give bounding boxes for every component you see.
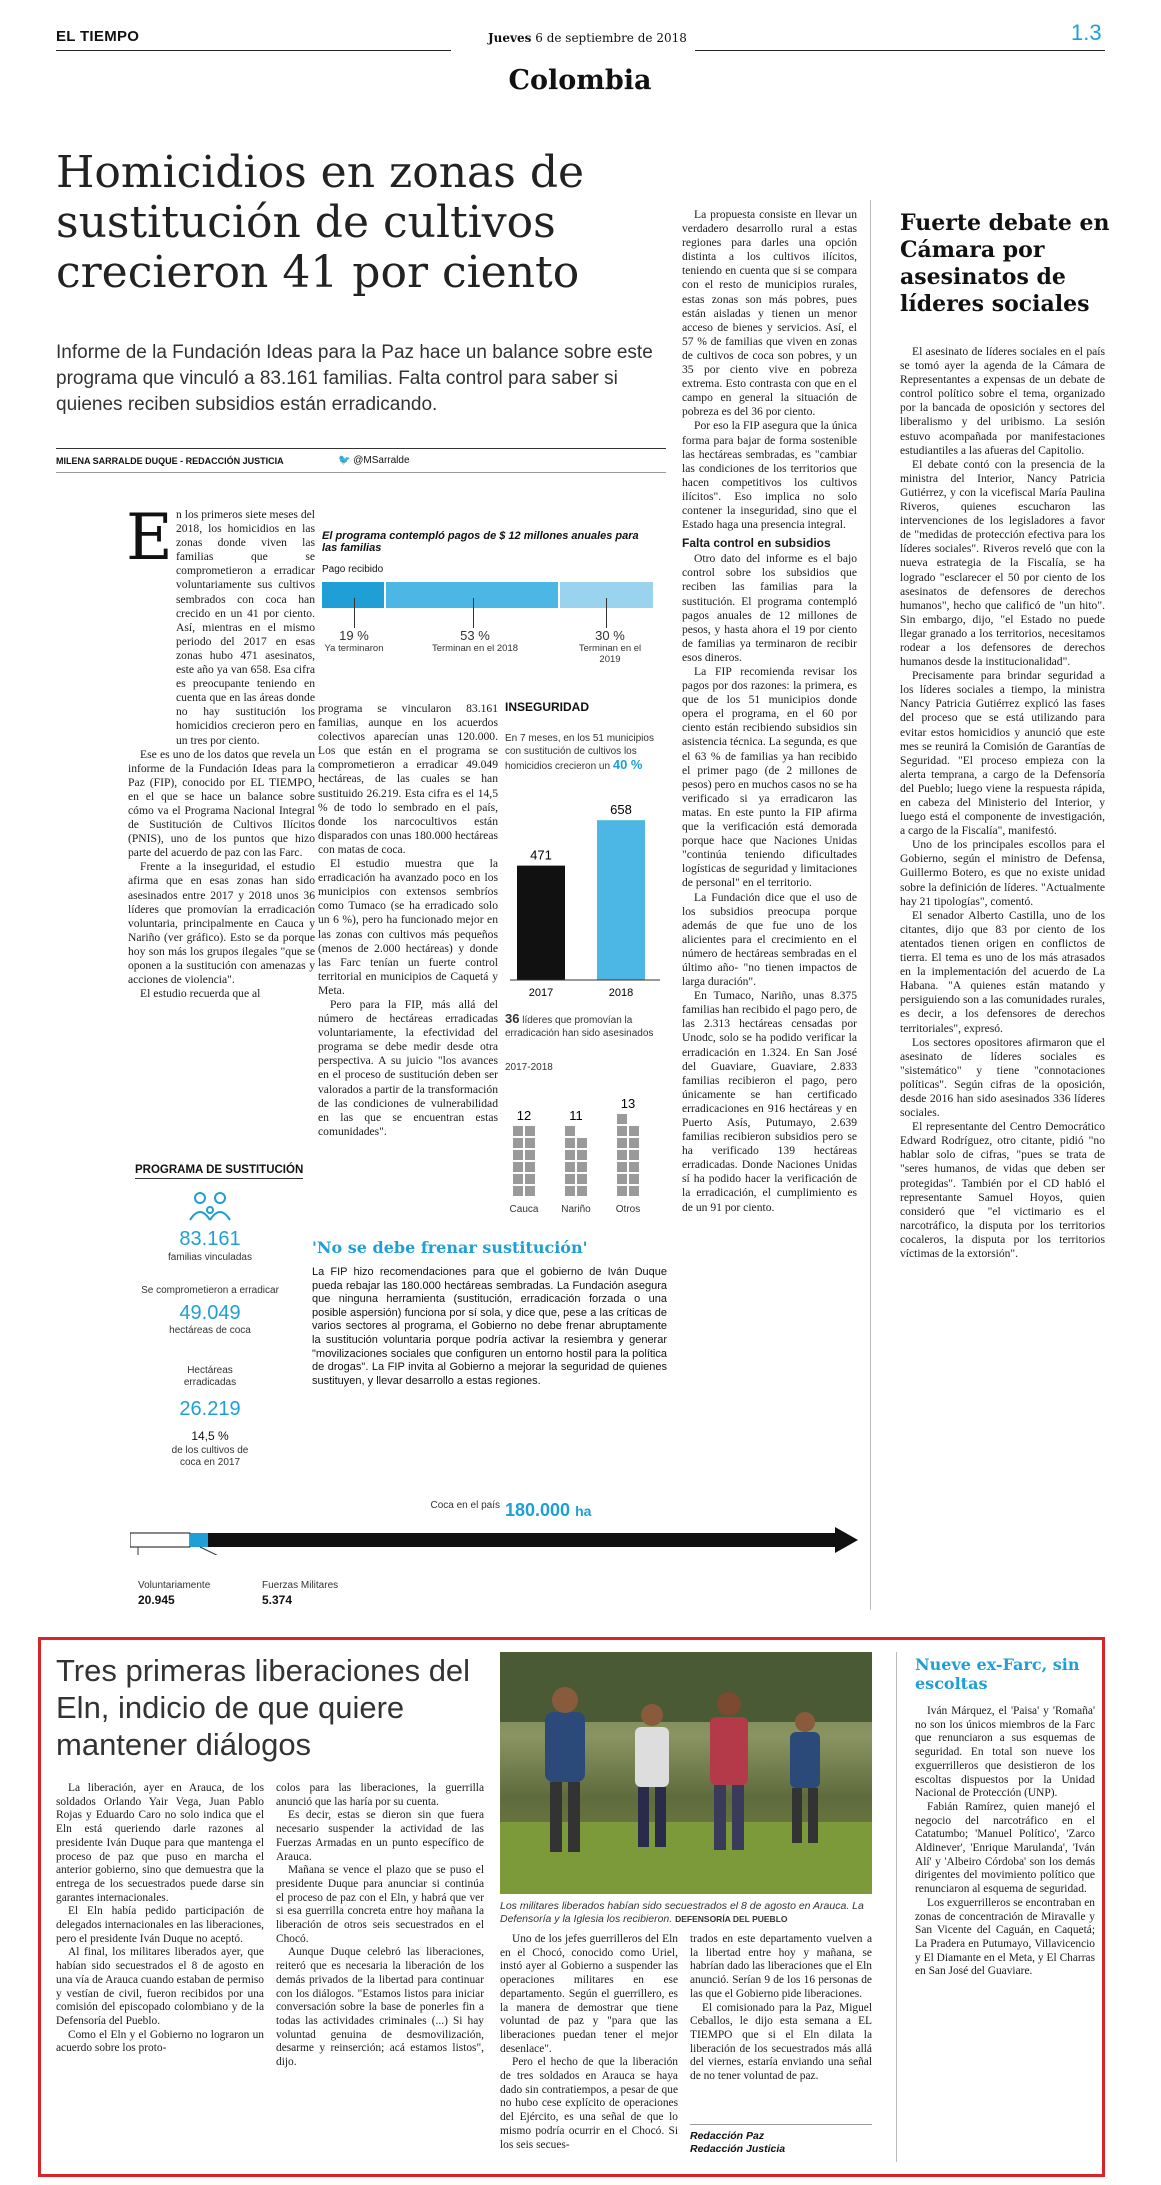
insecurity-title: INSEGURIDAD [505,700,590,714]
leader-square [629,1126,639,1136]
program-commit-label: Se comprometieron a erradicar [141,1285,279,1296]
program-hectares: 49.049 [179,1302,241,1324]
eln-col-4: trados en este departamento vuelven a la libertad entre hoy y mañana, se habrían dado las liberaciones que el Eln anunció. Serían 9 de los 16 personas de las que el Gobierno pide liberaciones. El comisionado para la Paz, Miguel Ceballos, le dijo esta semana a EL TIEMPO que si el Eln dilata la liberación de los secuestrados más allá del viernes, estaría enviando una señal de no tener voluntad de paz. [690,1933,872,2083]
twitter-handle: 🐦 @MSarralde [338,455,410,466]
leaders-count-Nariño: 11 [569,1108,583,1123]
payments-item-1: 19 % Ya terminaron [324,628,384,654]
twitter-icon: 🐦 [338,455,351,466]
leader-square [577,1162,587,1172]
leader-square [617,1126,627,1136]
leader-square [629,1174,639,1184]
bar-2017 [517,866,565,980]
program-families-label: familias vinculadas [168,1252,252,1263]
insecurity-chart [505,790,665,1005]
photo-caption: Los militares liberados habían sido secuestrados el 8 de agosto en Arauca. La Defensoría y la Iglesia los recibieron. DEFENSORÍA DEL PUEBLO [500,1900,864,1925]
leader-square [617,1114,627,1124]
leader-square [617,1150,627,1160]
header-rule-left [56,50,451,51]
byline-rule [56,448,666,449]
arrow-head [835,1527,858,1553]
pointer-1 [354,598,355,628]
leaders-cat-Nariño: Nariño [561,1204,591,1215]
leaders-chart [505,1080,665,1230]
eln-side-divider [896,1652,897,2162]
payments-bar-2 [386,582,558,608]
eln-photo [500,1652,872,1894]
leader-square [525,1174,535,1184]
payments-item-2: 53 % Terminan en el 2018 [431,628,519,654]
payments-title: El programa contempló pagos de $ 12 millones anuales para las familias [322,530,639,554]
signature: Redacción Paz Redacción Justicia [690,2130,786,2155]
x-tick-2018: 2018 [608,987,634,999]
coca-mil-pointer [200,1547,262,1555]
drop-cap: E [126,501,173,575]
main-subtitle: Informe de la Fundación Ideas para la Paz hace un balance sobre este programa que vinculó a 83.161 familias. Falta control para saber si quienes reciben subsidios están erradicando. [56,342,653,415]
payments-label: Pago recibido [322,564,384,575]
coca-vol-label: Voluntariamente [138,1580,211,1591]
leaders-period: 2017-2018 [505,1062,553,1073]
header-rule-right [695,50,1105,51]
leader-square [629,1162,639,1172]
program-pct-label: de los cultivos de coca en 2017 [171,1445,249,1468]
coca-value: 180.000 ha [505,1500,592,1520]
column-divider [870,200,871,1610]
leaders-header: 36 líderes que promovían la erradicación han sido asesinados [505,1011,654,1039]
leader-square [629,1150,639,1160]
leader-square [525,1150,535,1160]
section-title: Colombia [508,65,652,96]
coca-mil: 5.374 [262,1593,293,1607]
leader-square [565,1162,575,1172]
leaders-cat-Cauca: Cauca [509,1204,539,1215]
pointer-3 [606,598,607,628]
bar-label-2018: 658 [610,802,632,818]
eln-side-body: Iván Márquez, el 'Paisa' y 'Romaña' no son los únicos miembros de la Farc que renunciaron a sus esquemas de seguridad. En total son nueve los exguerrilleros que desistieron de los escoltas dispuestos por la Unidad Nacional de Protección (UNP). Fabián Ramírez, quien manejó el negocio del narcotráfico en el Catatumbo; 'Manuel Político', 'Zarco Aldinever', 'Enrique Marulanda', 'Iván Alí' y 'Albeiro Córdoba' son los demás dirigentes del movimiento político que renunciaron al esquema de seguridad. Los exguerrilleros se encontraban en zonas de concentración de Miravalle y San Vicente del Caguán, en Caquetá; La Pradera en Putumayo, Villavicencio y El Diamante en el Meta, y El Charras en San José del Guaviare. [915,1705,1095,1978]
eln-col-3: Uno de los jefes guerrilleros del Eln en el Chocó, conocido como Uriel, instó ayer al Gobierno a suspender las operaciones militares en ese departamento. Según el guerrillero, es la manera de demostrar que tiene voluntad de paz y "para que las liberaciones puedan tener el mejor desenlace". Pero el hecho de que la liberación de tres soldados en Arauca se haya dado sin contratiempos, a pesar de que no hubo cese explícito de operaciones del Ejército, es una señal de que lo mismo podría ocurrir en el Chocó. Si los seis secues- [500,1933,678,2151]
leader-square [577,1186,587,1196]
coca-label: Coca en el país [430,1500,500,1511]
leader-square [617,1174,627,1184]
leader-square [525,1138,535,1148]
family-icon [186,1190,236,1222]
byline: MILENA SARRALDE DUQUE - REDACCIÓN JUSTICIA [56,456,284,466]
main-col-1: n los primeros siete meses del 2018, los homicidios en las zonas donde viven las familias que se comprometieron a erradicar voluntariamente sus cultivos sembrados con coca han crecido en un 41 por ciento. Así, mientras en el mismo periodo del 2017 en esas zonas hubo 471 asesinatos, este año ya van 658. Esa cifra es preocupante teniendo en cuenta que en las áreas donde no hay sustitución los homicidios crecieron pero en un tres por ciento. Ese es uno de los datos que revela un informe de la Fundación Ideas para la Paz (FIP), conocido por EL TIEMPO, en el que se hace un balance sobre cómo va el Programa Nacional Integral de Sustitución de Cultivos Ilícitos (PNIS), uno de los puntos que hizo parte del acuerdo de paz con las Farc. Frente a la inseguridad, el estudio afirma que en esas zonas han sido asesinados entre 2017 y 2018 unos 36 líderes que promovían la erradicación voluntaria, principalmente en Cauca y Nariño (ver gráfico). Esto se da porque hoy son más los grupos ilegales "que se oponen a la sustitución con amenazas y acciones de violencia". El estudio recuerda que al [128,508,315,1001]
byline-rule-2 [56,472,666,473]
leader-square [513,1186,523,1196]
payments-bar-1 [322,582,384,608]
leader-square [629,1186,639,1196]
coca-mil-bar [190,1533,208,1547]
coca-vol: 20.945 [138,1593,175,1607]
leader-square [617,1186,627,1196]
date-line: Jueves 6 de septiembre de 2018 [488,31,687,45]
main-col-3: La propuesta consiste en llevar un verdadero desarrollo rural a estas regiones para darles una opción distinta a los cultivos ilícitos, teniendo en cuenta que si se compara con el resto de municipios rurales, estas zonas son más pobres, pues están aisladas y tienen un menor acceso de bienes y servicios. Así, el 57 % de familias que viven en zonas de cultivos de coca son pobres, y un 35 por ciento vive en pobreza extrema. Esto contrasta con que en el campo en general la situación de pobreza es del 36 por ciento. Por eso la FIP asegura que la única forma para bajar de forma sostenible las hectáreas sembradas, es "cambiar las condiciones de los territorios que hacen competitivos los cultivos ilícitos". Eso implica no solo contener la inseguridad, sino que el Estado haga una presencia integral. Falta control en subsidios Otro dato del informe es el bajo control sobre los subsidios que reciben las familias para la sustitución. El programa contempló pagos anuales de 12 millones de pesos, y hasta ahora el 19 por ciento de familias ya terminaron de recibir esos dineros. La FIP recomienda revisar los pagos por dos razones: la primera, es que de los 51 municipios donde opera el programa, en el 60 por ciento están recibiendo subsidios sin asistencia técnica. La segunda, es que el 63 % de familias ya han recibido el primer pago (de 2 millones de pesos) pero en muchos casos no se ha verificado si ya erradicaron las matas. En este punto la FIP afirma que la verificación está demorada porque hace que Naciones Unidas "continúa teniendo dificultades logísticas de seguridad y limitaciones de personal" en el territorio. La Fundación dice que el uso de los subsidios preocupa porque además de que fue uno de los alicientes para el crecimiento en el número de hectáreas sembradas en el último año- "no tienen impactos de larga duración". En Tumaco, Nariño, unas 8.375 familias han recibido el pago pero, de las 2.313 hectáreas censadas por Unodc, solo se ha podido verificar la erradicación en 1.324. En San José del Guaviare, Guaviare, 2.833 familias recibieron el pago, pero únicamente se han certificado erradicaciones en 916 hectáreas y en Puerto Asís, Putumayo, 2.639 familias recibieron subsidios pero se ha verificado 139 hectáreas erradicadas. Donde Naciones Unidas sí ha podido hacer la verificación de la erradicación, el cumplimiento es de un 91 por ciento. [682,208,857,1214]
quote-body: La FIP hizo recomendaciones para que el gobierno de Iván Duque pueda rebajar las 180.000 hectáreas sembradas. La Fundación asegura que ninguna herramienta (sustitución, erradicación forzada o una posible aspersión) funciona por sí sola, y dice que, pese a las críticas de varios sectores al programa, el Gobierno no debe frenar abruptamente la sustitución voluntaria porque podría activar la resiembra y generar "movilizaciones sociales que configuren un entorno hostil para la política de drogas". La FIP invita al Gobierno a mejorar la seguridad de quienes sustituyen, y llevar desarrollo a estas regiones. [312,1266,667,1387]
program-hectares-label: hectáreas de coca [169,1325,251,1336]
eln-col-1: La liberación, ayer en Arauca, de los soldados Orlando Yair Vega, Juan Pablo Rojas y Eduardo Caro no solo indica que el Eln está queriendo darle razones al presidente Iván Duque para que mantenga el proceso de paz que puso en marcha el anterior gobierno, sino que demuestra que la entrega de los secuestrados puede darse sin garantes internacionales. El Eln había pedido participación de delegados internacionales en las liberaciones, pero el presidente Iván Duque no aceptó. Al final, los militares liberados ayer, que habían sido secuestrados el 8 de agosto en una vía de Arauca cuando estaban de permiso y vestían de civil, fueron recibidos por una comisión del episcopado colombiano y de la Defensoría del Pueblo. Como el Eln y el Gobierno no lograron un acuerdo sobre los proto- [56,1782,264,2055]
eln-side-headline: Nueve ex-Farc, sin escoltas [915,1655,1080,1693]
leader-square [525,1162,535,1172]
main-headline: Homicidios en zonas de sustitución de cultivos crecieron 41 por ciento [56,147,585,298]
leader-square [577,1174,587,1184]
eln-col-2: colos para las liberaciones, la guerrilla anunció que las haría por su cuenta. Es decir, estas se dieron sin que fuera necesario suspender la actividad de las Fuerzas Armadas en un punto específico de Arauca. Mañana se vence el plazo que se puso el presidente Duque para anunciar si continúa el proceso de paz con el Eln, y habrá que ver si esa guerrilla concreta entre hoy mañana la liberación de otros seis secuestrados en el Chocó. Aunque Duque celebró las liberaciones, reiteró que es necesaria la liberación de los demás privados de la libertad para continuar con los diálogos. "Estamos listos para iniciar conversación sobre la base de ponerles fin a todas las actividades criminales (...) Si hay voluntad genuina de desmovilización, desarme y reinserción; acá estamos listos", dijo. [276,1782,484,2069]
signature-rule [690,2124,872,2125]
program-title: PROGRAMA DE SUSTITUCIÓN [135,1164,303,1179]
subsidy-subheading: Falta control en subsidios [682,536,831,551]
leader-square [577,1138,587,1148]
bar-label-2017: 471 [530,847,552,863]
leader-square [513,1162,523,1172]
leader-square [513,1150,523,1160]
quote-head: 'No se debe frenar sustitución' [312,1238,588,1257]
leader-square [565,1126,575,1136]
coca-mil-label: Fuerzas Militares [262,1580,339,1591]
leader-square [577,1150,587,1160]
pointer-2 [473,598,474,628]
page-number: 1.3 [1071,20,1102,45]
leader-square [513,1174,523,1184]
leader-square [565,1186,575,1196]
leader-square [565,1174,575,1184]
leaders-count-Otros: 13 [620,1096,636,1111]
coca-total-bar [130,1533,840,1547]
side-body: El asesinato de líderes sociales en el país se tomó ayer la agenda de la Cámara de Representantes a expensas de un debate de control político sobre el tema, organizado por la bancada de oposición y sectores del liberalismo y del uribismo. La sesión estuvo acompañada por manifestaciones estudiantiles a las afueras del Capitolio. El debate contó con la presencia de la ministra del Interior, Nancy Patricia Gutiérrez, y con la vicefiscal María Paulina Riveros, quienes escucharon las intervenciones de los legisladores a favor de "medidas de protección efectiva para los líderes sociales". Riveros reveló que con la nueva estrategia de la Fiscalía, se ha logrado "esclarecer el 50 por ciento de los asesinatos de defensores de derechos humanos", hecho que calificó de "un hito". Sin embargo, dijo, "el Estado no puede llegar granado a los territorios, necesitamos rodear a los defensores de derechos humanos desde la institucionalidad". Precisamente para brindar seguridad a los líderes sociales a tiempo, la ministra Nancy Patricia Gutiérrez explicó las fases del proceso que se está utilizando para evitar estos homicidios y anunció que este mes se reunirá la Comisión de Garantías de Seguridad. "El proceso empieza con la alerta temprana, a cargo de la Defensoría del Pueblo; luego viene la respuesta rápida, en cabeza del Ministerio del Interior, y luego está el componente de investigación, a cargo de la Fiscalía", manifestó. Uno de los principales escollos para el Gobierno, según el ministro de Defensa, Guillermo Botero, es que no existe unidad sobre la definición de líderes. "Actualmente hay 21 tipologías", comentó. El senador Alberto Castilla, uno de los citantes, dijo que 83 por ciento de los atentados tienen origen en conflictos de tierra. El tema es uno de los más atrasados en la implementación del acuerdo de La Habana. "A quienes están matando y persiguiendo son a las comunidades rurales, es decir, a los defensores de derechos territoriales", expresó. Los sectores opositores afirmaron que el asesinato de líderes sociales es "sistemático" y tiene "connotaciones políticas". Según cifras de la oposición, desde 2016 han sido asesinados 336 líderes sociales. El representante del Centro Democrático Edward Rodríguez, otro citante, pidió "no hablar solo de cifras, "pues se trata de "seres humanos, de vidas que deben ser protegidas". También por el CD habló el representante Samuel Hoyos, quien consideró que "el victimario es el narcotráfico, la disputa por los territorios cocaleros, la disputa por los territorios víctimas de la extorsión". [900,345,1105,1260]
payments-item-3: 30 % Terminan en el 2019 [578,628,642,665]
program-erad-label: Hectáreas erradicadas [183,1365,237,1388]
leader-square [565,1138,575,1148]
main-col-2: programa se vincularon 83.161 familias, aunque en los acuerdos colectivos aparecían unas 120.000. Los que están en el programa se comprometieron a erradicar 49.049 hectáreas, de las cuales se han sustituido 26.219. Esta cifra es el 14,5 % de todo lo sembrado en el país, donde los narcocultivos están disparados con unas 180.000 hectáreas con matas de coca. El estudio muestra que la erradicación ha avanzado poco en los municipios con extensos sembríos como Tumaco (se ha erradicado solo un 6 %), pero ha funcionado mejor en las zonas con cultivos más pequeños (menos de 2.000 hectáreas) y donde las Farc tenían un fuerte control territorial en municipios de Caquetá y Meta. Pero para la FIP, más allá del número de hectáreas erradicadas voluntariamente, la efectividad del programa se debe medir desde otra perspectiva. A su juicio "los avances en el proceso de sustitución deben ser valorados a partir de la transformación de las condiciones de vulnerabilidad en las que se encuentran estas comunidades". [318,702,498,1138]
leader-square [617,1138,627,1148]
program-erad: 26.219 [179,1398,241,1420]
leader-square [525,1126,535,1136]
coca-vol-bar [130,1533,190,1547]
leader-square [565,1150,575,1160]
leader-square [525,1186,535,1196]
leader-square [617,1162,627,1172]
leader-square [513,1126,523,1136]
leaders-count-Cauca: 12 [516,1108,532,1123]
side-headline: Fuerte debate en Cámara por asesinatos de líderes sociales [900,210,1110,317]
eln-headline: Tres primeras liberaciones del Eln, indicio de que quiere mantener diálogos [56,1653,471,1762]
bar-2018 [597,820,645,980]
program-families: 83.161 [179,1228,241,1250]
program-pct: 14,5 % [191,1429,229,1443]
leader-square [513,1138,523,1148]
x-tick-2017: 2017 [528,987,554,999]
leader-square [629,1138,639,1148]
leaders-cat-Otros: Otros [615,1204,641,1215]
insecurity-subtitle: En 7 meses, en los 51 municipios con sustitución de cultivos los homicidios crecieron un 40 % [505,733,654,772]
masthead: EL TIEMPO [56,28,140,45]
coca-arrow [130,1525,860,1555]
